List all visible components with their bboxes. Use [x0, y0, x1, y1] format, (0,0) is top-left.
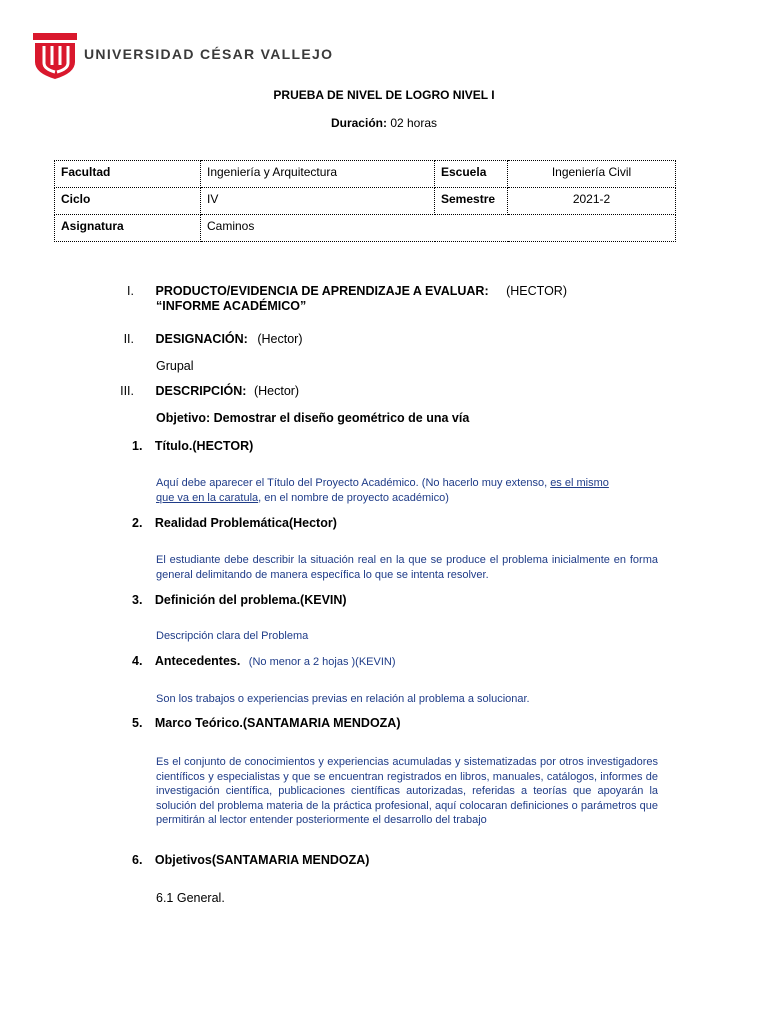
escuela-label: Escuela [435, 161, 508, 188]
section-3-author: (Hector) [253, 384, 300, 398]
item-6-subitem: 6.1 General. [156, 891, 225, 905]
table-row [55, 215, 676, 242]
university-logo [32, 32, 78, 85]
course-info-table [54, 160, 676, 242]
objective-line: Objetivo: Demostrar el diseño geométrico de una vía [156, 411, 470, 425]
item-1-desc-text-2: , en el nombre de proyecto académico) [258, 491, 449, 504]
item-1-number: 1. [132, 439, 143, 453]
section-3-title: DESCRIPCIÓN: [155, 384, 247, 398]
facultad-label: Facultad [55, 161, 201, 188]
item-5-title: Marco Teórico.(SANTAMARIA MENDOZA) [154, 716, 401, 730]
item-4-heading [132, 652, 396, 670]
item-4-title: Antecedentes. [154, 654, 241, 668]
item-6-heading [132, 851, 369, 869]
item-1-desc-text: Aquí debe aparecer el Título del Proyecto Académico. (No hacerlo muy extenso, [156, 477, 551, 489]
item-3-description: Descripción clara del Problema [156, 630, 309, 642]
section-1-number: I. [127, 284, 134, 298]
duration-value: 02 horas [386, 116, 438, 130]
item-4-number: 4. [132, 654, 143, 668]
semestre-value: 2021-2 [508, 188, 676, 215]
table-row [55, 161, 676, 188]
section-2-heading [104, 332, 303, 346]
item-1-description [156, 476, 658, 505]
item-3-number: 3. [132, 593, 143, 607]
item-2-number: 2. [132, 516, 143, 530]
item-4-description: Son los trabajos o experiencias previas en relación al problema a solucionar. [156, 693, 530, 705]
section-2-value: Grupal [156, 359, 194, 373]
item-1-desc-underlined-2: que va en la caratula [156, 491, 259, 504]
item-6-title: Objetivos(SANTAMARIA MENDOZA) [154, 853, 370, 867]
item-6-number: 6. [132, 853, 143, 867]
duration-label: Duración: [330, 116, 387, 130]
item-2-title: Realidad Problemática(Hector) [154, 516, 337, 530]
ciclo-label: Ciclo [55, 188, 201, 215]
item-1-title: Título.(HECTOR) [154, 439, 254, 453]
item-5-heading [132, 714, 401, 732]
item-5-description: Es el conjunto de conocimientos y experiencias acumuladas y sistematizadas por otros investigadores científicos y especialistas y que se encuentran registrados en libros, manuales, catálogos, informes de investigación científica, publicaciones científicas autorizadas, referidas a teorías que apoyarán la solución del problema materia de la práctica profesional, aquí colocaran definiciones o parámetros que permitirán al lector entender posteriormente el desarrollo del trabajo [156, 756, 658, 826]
section-1-author: (HECTOR) [506, 284, 567, 298]
item-2-description: El estudiante debe describir la situación real en la que se produce el problema inicialmente en forma general delimitando de manera específica lo que se intenta resolver. [156, 554, 658, 581]
item-2-heading [132, 514, 337, 532]
section-2-author: (Hector) [257, 332, 303, 346]
ucv-shield-icon [32, 32, 78, 80]
item-3-title: Definición del problema.(KEVIN) [154, 593, 347, 607]
table-row [55, 188, 676, 215]
asignatura-label: Asignatura [55, 215, 201, 242]
asignatura-value: Caminos [201, 215, 676, 242]
semestre-label: Semestre [435, 188, 508, 215]
item-3-heading [132, 591, 347, 609]
ciclo-value: IV [201, 188, 435, 215]
section-2-title: DESIGNACIÓN: [155, 332, 248, 346]
item-1-heading [132, 437, 253, 455]
section-1-title: PRODUCTO/EVIDENCIA DE APRENDIZAJE A EVALUAR: [155, 284, 489, 298]
section-3-heading [104, 384, 299, 398]
section-1-heading [104, 284, 567, 298]
item-1-desc-underlined: es el mismo [550, 477, 609, 489]
section-1-subtitle: “INFORME ACADÉMICO” [156, 299, 307, 313]
facultad-value: Ingeniería y Arquitectura [201, 161, 435, 188]
section-3-number: III. [120, 384, 134, 398]
escuela-value: Ingeniería Civil [508, 161, 676, 188]
duration-line [0, 116, 768, 130]
logo-text: UNIVERSIDAD CÉSAR VALLEJO [84, 46, 334, 62]
item-5-number: 5. [132, 716, 143, 730]
document-title: PRUEBA DE NIVEL DE LOGRO NIVEL I [273, 88, 495, 102]
section-2-number: II. [123, 332, 134, 346]
item-4-note: (No menor a 2 hojas )(KEVIN) [248, 656, 396, 668]
